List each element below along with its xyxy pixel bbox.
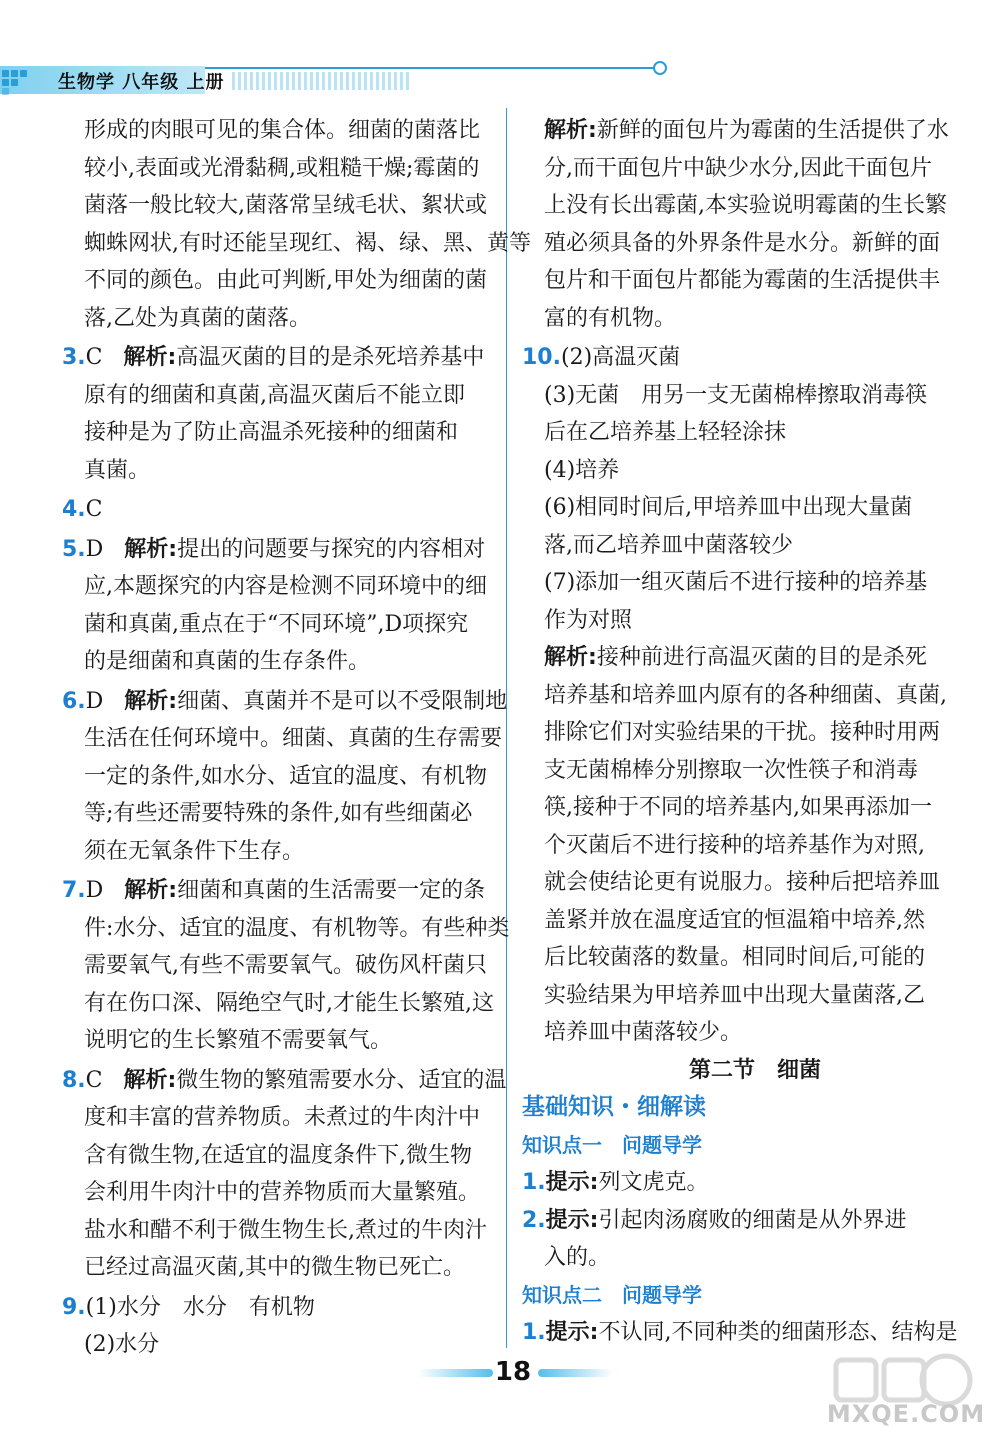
hint-text: 列文虎克。 xyxy=(598,1170,709,1195)
text-line: 须在无氧条件下生存。 xyxy=(84,838,305,864)
text-line: 支无菌棉棒分别擦取一次性筷子和消毒 xyxy=(544,757,919,783)
left-column xyxy=(62,112,531,1364)
question-number: 8. xyxy=(62,1067,86,1093)
answer-text: 提出的问题要与探究的内容相对 xyxy=(177,536,486,562)
text-line: 不同的颜色。由此可判断,甲处为细菌的菌 xyxy=(84,268,487,293)
answer-item xyxy=(62,531,494,569)
answer-item xyxy=(62,872,494,910)
text-line: 落,乙处为真菌的菌落。 xyxy=(84,305,311,331)
answer-item xyxy=(62,491,494,529)
header-stripes-decoration xyxy=(232,72,412,90)
text-line: 富的有机物。 xyxy=(544,305,677,331)
text-line: 入的。 xyxy=(544,1245,611,1270)
question-number: 3. xyxy=(62,345,86,370)
answer-letter: D xyxy=(85,536,104,562)
text-line: 实验结果为甲培养皿中出现大量菌落,乙 xyxy=(544,982,925,1008)
answer-text: 细菌、真菌并不是可以不受限制地 xyxy=(177,688,508,714)
hint-item xyxy=(522,1164,952,1202)
answer-text: (1)水分 水分 有机物 xyxy=(85,1294,315,1320)
text-line: 的是细菌和真菌的生存条件。 xyxy=(84,649,371,674)
text-line: 度和丰富的营养物质。未煮过的牛肉汁中 xyxy=(84,1105,481,1130)
text-line: 包片和干面包片都能为霉菌的生活提供丰 xyxy=(544,268,941,293)
answer-item xyxy=(62,1062,507,1100)
text-line: 真菌。 xyxy=(84,457,151,483)
text-line: 殖必须具备的外界条件是水分。新鲜的面 xyxy=(544,230,941,256)
text-line: 盐水和醋不利于微生物生长,煮过的牛肉汁 xyxy=(84,1217,487,1243)
text-line: (4)培养 xyxy=(544,457,620,483)
text-line: 筷,接种于不同的培养基内,如果再添加一 xyxy=(544,795,932,820)
question-number: 2. xyxy=(522,1207,546,1233)
hint-item xyxy=(522,1202,952,1240)
text-line: (2)水分 xyxy=(84,1332,160,1357)
question-number: 5. xyxy=(62,536,86,562)
watermark-text: MXQE.COM xyxy=(826,1400,986,1428)
analysis-paragraph xyxy=(522,112,952,150)
text-line: 原有的细菌和真菌,高温灭菌后不能立即 xyxy=(84,382,465,408)
book-title: 生物学 八年级 上册 xyxy=(58,72,225,93)
right-column xyxy=(522,112,958,1352)
answer-text: 新鲜的面包片为霉菌的生活提供了水 xyxy=(596,118,949,143)
text-line: 较小,表面或光滑黏稠,或粗糙干燥;霉菌的 xyxy=(84,155,480,181)
question-number: 6. xyxy=(62,688,86,714)
answer-letter: C xyxy=(85,345,103,370)
text-line: 培养皿中菌落较少。 xyxy=(544,1020,743,1045)
analysis-label: 解析: xyxy=(124,688,178,714)
header-dots-decoration xyxy=(2,70,52,92)
question-number: 1. xyxy=(522,1170,546,1195)
question-number: 10. xyxy=(522,345,561,370)
text-line: 排除它们对实验结果的干扰。接种时用两 xyxy=(544,720,941,745)
question-number: 7. xyxy=(62,878,86,903)
analysis-label: 解析: xyxy=(544,645,597,670)
answer-text: 细菌和真菌的生活需要一定的条 xyxy=(177,878,486,903)
knowledge-point-heading: 知识点一 问题导学 xyxy=(522,1132,702,1157)
text-line: 说明它的生长繁殖不需要氧气。 xyxy=(84,1028,393,1053)
footer-bar-right xyxy=(538,1369,613,1377)
answer-letter: C xyxy=(85,1067,103,1093)
text-line: 后在乙培养基上轻轻涂抹 xyxy=(544,420,787,445)
text-line: 生活在任何环境中。细菌、真菌的生存需要 xyxy=(84,726,503,751)
hint-label: 提示: xyxy=(545,1207,599,1233)
text-line: 含有微生物,在适宜的温度条件下,微生物 xyxy=(84,1142,472,1168)
section-title: 第二节 细菌 xyxy=(688,1057,821,1083)
basics-heading: 基础知识・细解读 xyxy=(522,1094,706,1120)
text-line: 等;有些还需要特殊的条件,如有些细菌必 xyxy=(84,801,473,826)
answer-item xyxy=(62,1289,494,1327)
question-number: 4. xyxy=(62,497,86,522)
text-line: 作为对照 xyxy=(544,607,633,633)
text-line: 有在伤口深、隔绝空气时,才能生长繁殖,这 xyxy=(84,990,494,1016)
analysis-label: 解析: xyxy=(123,345,177,370)
answer-text: 微生物的繁殖需要水分、适宜的温 xyxy=(176,1067,507,1093)
text-line: 菌和真菌,重点在于“不同环境”,D项探究 xyxy=(84,611,469,637)
analysis-label: 解析: xyxy=(124,878,178,903)
answer-text: 接种前进行高温灭菌的目的是杀死 xyxy=(596,645,927,670)
answer-letter: D xyxy=(85,688,104,714)
text-line: 培养基和培养皿内原有的各种细菌、真菌, xyxy=(544,682,947,708)
knowledge-point-heading: 知识点二 问题导学 xyxy=(522,1282,702,1307)
column-divider xyxy=(506,108,507,1348)
hint-text: 不认同,不同种类的细菌形态、结构是 xyxy=(598,1320,958,1345)
text-line: 盖紧并放在温度适宜的恒温箱中培养,然 xyxy=(544,907,925,933)
page-number: 18 xyxy=(494,1357,532,1387)
text-line: 分,而干面包片中缺少水分,因此干面包片 xyxy=(544,155,932,181)
text-line: 会利用牛肉汁中的营养物质而大量繁殖。 xyxy=(84,1180,481,1205)
text-line: 菌落一般比较大,菌落常呈绒毛状、絮状或 xyxy=(84,193,487,218)
answer-text: 高温灭菌的目的是杀死培养基中 xyxy=(176,345,485,370)
text-line: 接种是为了防止高温杀死接种的细菌和 xyxy=(84,420,459,445)
hint-label: 提示: xyxy=(545,1320,599,1345)
text-line: 落,而乙培养皿中菌落较少 xyxy=(544,532,793,558)
answer-item xyxy=(522,339,952,377)
text-line: 件:水分、适宜的温度、有机物等。有些种类 xyxy=(84,915,510,941)
analysis-label: 解析: xyxy=(123,1067,177,1093)
text-line: 一定的条件,如水分、适宜的温度、有机物 xyxy=(84,763,487,789)
hint-text: 引起肉汤腐败的细菌是从外界进 xyxy=(598,1207,907,1233)
header-rule-end-circle xyxy=(653,61,667,75)
text-line: (7)添加一组灭菌后不进行接种的培养基 xyxy=(544,570,928,595)
answer-item xyxy=(62,339,494,377)
analysis-paragraph xyxy=(522,639,952,677)
analysis-label: 解析: xyxy=(124,536,178,562)
text-line: (3)无菌 用另一支无菌棉棒擦取消毒筷 xyxy=(544,382,928,408)
text-line: 蜘蛛网状,有时还能呈现红、褐、绿、黑、黄等 xyxy=(84,230,531,256)
text-line: 上没有长出霉菌,本实验说明霉菌的生长繁 xyxy=(544,193,947,218)
text-line: 后比较菌落的数量。相同时间后,可能的 xyxy=(544,945,925,970)
text-line: 个灭菌后不进行接种的培养基作为对照, xyxy=(544,832,925,858)
text-line: 需要氧气,有些不需要氧气。破伤风杆菌只 xyxy=(84,953,487,978)
footer-bar-left xyxy=(418,1369,493,1377)
answer-text: (2)高温灭菌 xyxy=(560,345,681,370)
answer-letter: D xyxy=(85,878,104,903)
analysis-label: 解析: xyxy=(544,118,597,143)
answer-item xyxy=(62,683,508,721)
header-rule xyxy=(205,67,655,69)
hint-label: 提示: xyxy=(545,1170,599,1195)
text-line: 形成的肉眼可见的集合体。细菌的菌落比 xyxy=(84,118,481,143)
answer-letter: C xyxy=(85,497,103,522)
question-number: 1. xyxy=(522,1320,546,1345)
hint-item xyxy=(522,1314,958,1352)
text-line: 就会使结论更有说服力。接种后把培养皿 xyxy=(544,870,941,895)
question-number: 9. xyxy=(62,1294,86,1320)
text-line: (6)相同时间后,甲培养皿中出现大量菌 xyxy=(544,495,913,520)
text-line: 应,本题探究的内容是检测不同环境中的细 xyxy=(84,574,487,599)
text-line: 已经过高温灭菌,其中的微生物已死亡。 xyxy=(84,1255,465,1280)
